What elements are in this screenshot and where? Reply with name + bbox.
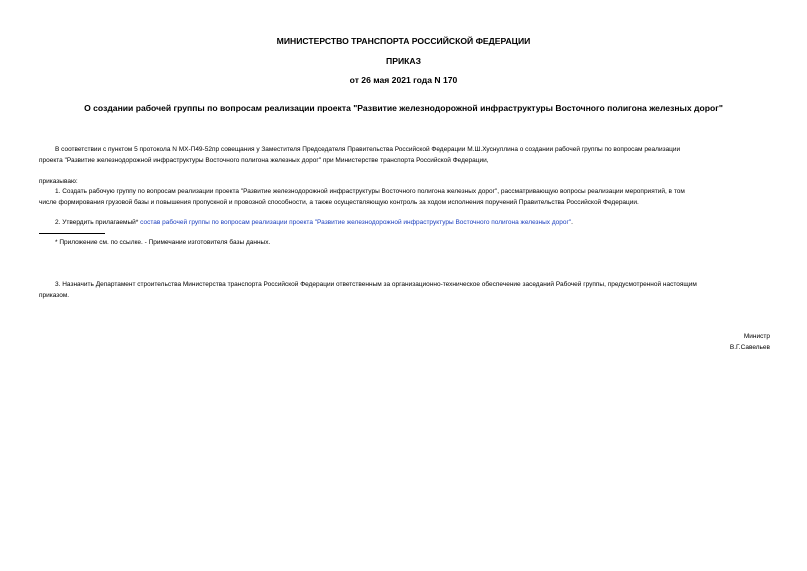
item-1-line-2: числе формирования грузовой базы и повышения пропускной и провозной способности, а также осуществляющую контроль за ходом исполнения поручений Правительства Российской Федерации.: [39, 198, 639, 206]
footnote-divider: [39, 233, 105, 234]
item-2-suffix: .: [571, 219, 573, 226]
footnote-paragraph: [39, 238, 770, 249]
item-2-paragraph: [39, 218, 770, 229]
item-3-line-1: 3. Назначить Департамент строительства Министерства транспорта Российской Федерации ответственным за организационно-техническое обеспечение заседаний Рабочей группы, предусмотренной настоящим: [55, 281, 697, 288]
item-2-line: [39, 218, 770, 229]
signature-name: В.Г.Савельев: [729, 343, 770, 351]
document-title: О создании рабочей группы по вопросам реализации проекта "Развитие железнодорожной инфраструктуры Восточного полигона железных дорог": [84, 103, 723, 113]
item-1-paragraph: [39, 187, 770, 208]
signature-position: Министр: [743, 333, 770, 340]
date-number-heading: от 26 мая 2021 года N 170: [349, 75, 458, 85]
item-3-paragraph: [39, 280, 770, 301]
ministry-heading: МИНИСТЕРСТВО ТРАНСПОРТА РОССИЙСКОЙ ФЕДЕРАЦИИ: [276, 36, 531, 46]
doc-type-heading: ПРИКАЗ: [386, 56, 421, 66]
footnote-text: * Приложение см. по ссылке. - Примечание изготовителя базы данных.: [55, 239, 271, 246]
signature-block: [570, 332, 770, 353]
item-1-line-1: 1. Создать рабочую группу по вопросам реализации проекта "Развитие железнодорожной инфраструктуры Восточного полигона железных дорог", рассматривающую вопросы реализации мероприятий, в том: [55, 188, 685, 195]
composition-link[interactable]: состав рабочей группы по вопросам реализации проекта "Развитие железнодорожной инфраструктуры Восточного полигона железных дорог": [140, 219, 572, 226]
preamble-line-2: проекта "Развитие железнодорожной инфраструктуры Восточного полигона железных дорог" при Министерстве транспорта Российской Федерации,: [39, 156, 489, 164]
order-word: приказываю:: [39, 178, 78, 185]
item-3-line-2: приказом.: [39, 291, 70, 299]
preamble-line-1: В соответствии с пунктом 5 протокола N МХ-П49-52пр совещания у Заместителя Председателя Правительства Российской Федерации М.Ш.Хуснуллина о создании рабочей группы по вопросам реализации: [55, 146, 681, 153]
preamble-paragraph: [39, 145, 770, 166]
item-2-prefix: 2. Утвердить прилагаемый*: [55, 219, 139, 226]
